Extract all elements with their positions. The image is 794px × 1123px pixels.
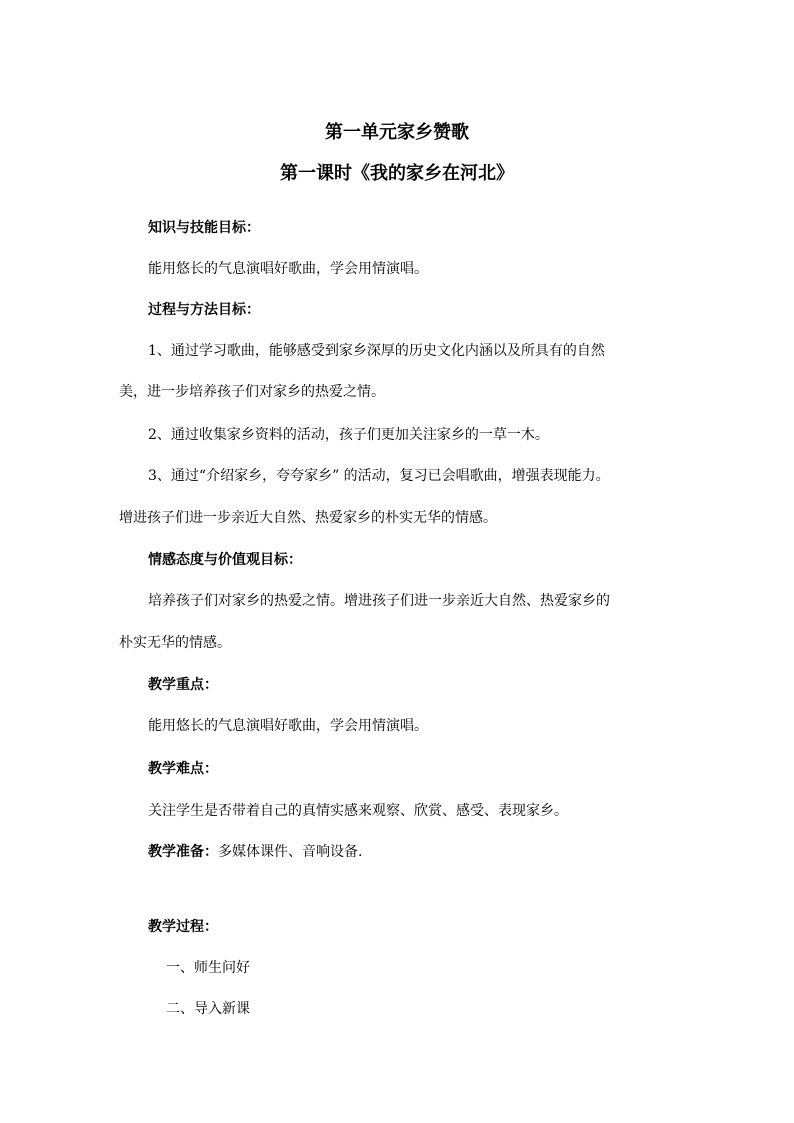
preparation-heading: 教学准备： [148, 844, 218, 860]
knowledge-text: 能用悠长的气息演唱好歌曲，学会用情演唱。 [148, 261, 428, 277]
knowledge-heading: 知识与技能目标： [148, 220, 260, 236]
difficulty-heading: 教学难点： [148, 761, 218, 777]
procedure-step-1: 一、师生问好 [166, 960, 250, 976]
process-heading: 过程与方法目标： [148, 302, 260, 318]
process-item-2: 2、通过收集家乡资料的活动，孩子们更加关注家乡的一草一木。 [148, 427, 549, 443]
key-point-text: 能用悠长的气息演唱好歌曲，学会用情演唱。 [148, 718, 428, 734]
process-item-3-line-2: 增进孩子们进一步亲近大自然、热爱家乡的朴实无华的情感。 [119, 510, 497, 526]
preparation-text: 多媒体课件、音响设备. [218, 844, 363, 860]
emotion-text-line-1: 培养孩子们对家乡的热爱之情。增进孩子们进一步亲近大自然、热爱家乡的 [148, 593, 610, 609]
procedure-heading: 教学过程： [148, 919, 218, 935]
process-item-3-line-1: 3、通过“介绍家乡，夸夸家乡” 的活动，复习已会唱歌曲，增强表现能力。 [148, 468, 610, 484]
preparation-line [148, 842, 362, 862]
difficulty-text: 关注学生是否带着自己的真情实感来观察、欣赏、感受、表现家乡。 [148, 803, 568, 819]
lesson-title: 第一课时《我的家乡在河北》 [280, 163, 514, 184]
emotion-text-line-2: 朴实无华的情感。 [119, 635, 231, 651]
procedure-step-2: 二、导入新课 [166, 1001, 250, 1017]
unit-title: 第一单元家乡赞歌 [325, 122, 469, 143]
process-item-1-line-2: 美，进一步培养孩子们对家乡的热爱之情。 [119, 384, 385, 400]
key-point-heading: 教学重点： [148, 677, 218, 693]
process-item-1-line-1: 1、通过学习歌曲，能够感受到家乡深厚的历史文化内涵以及所具有的自然 [148, 343, 605, 359]
emotion-heading: 情感态度与价值观目标： [148, 552, 302, 568]
